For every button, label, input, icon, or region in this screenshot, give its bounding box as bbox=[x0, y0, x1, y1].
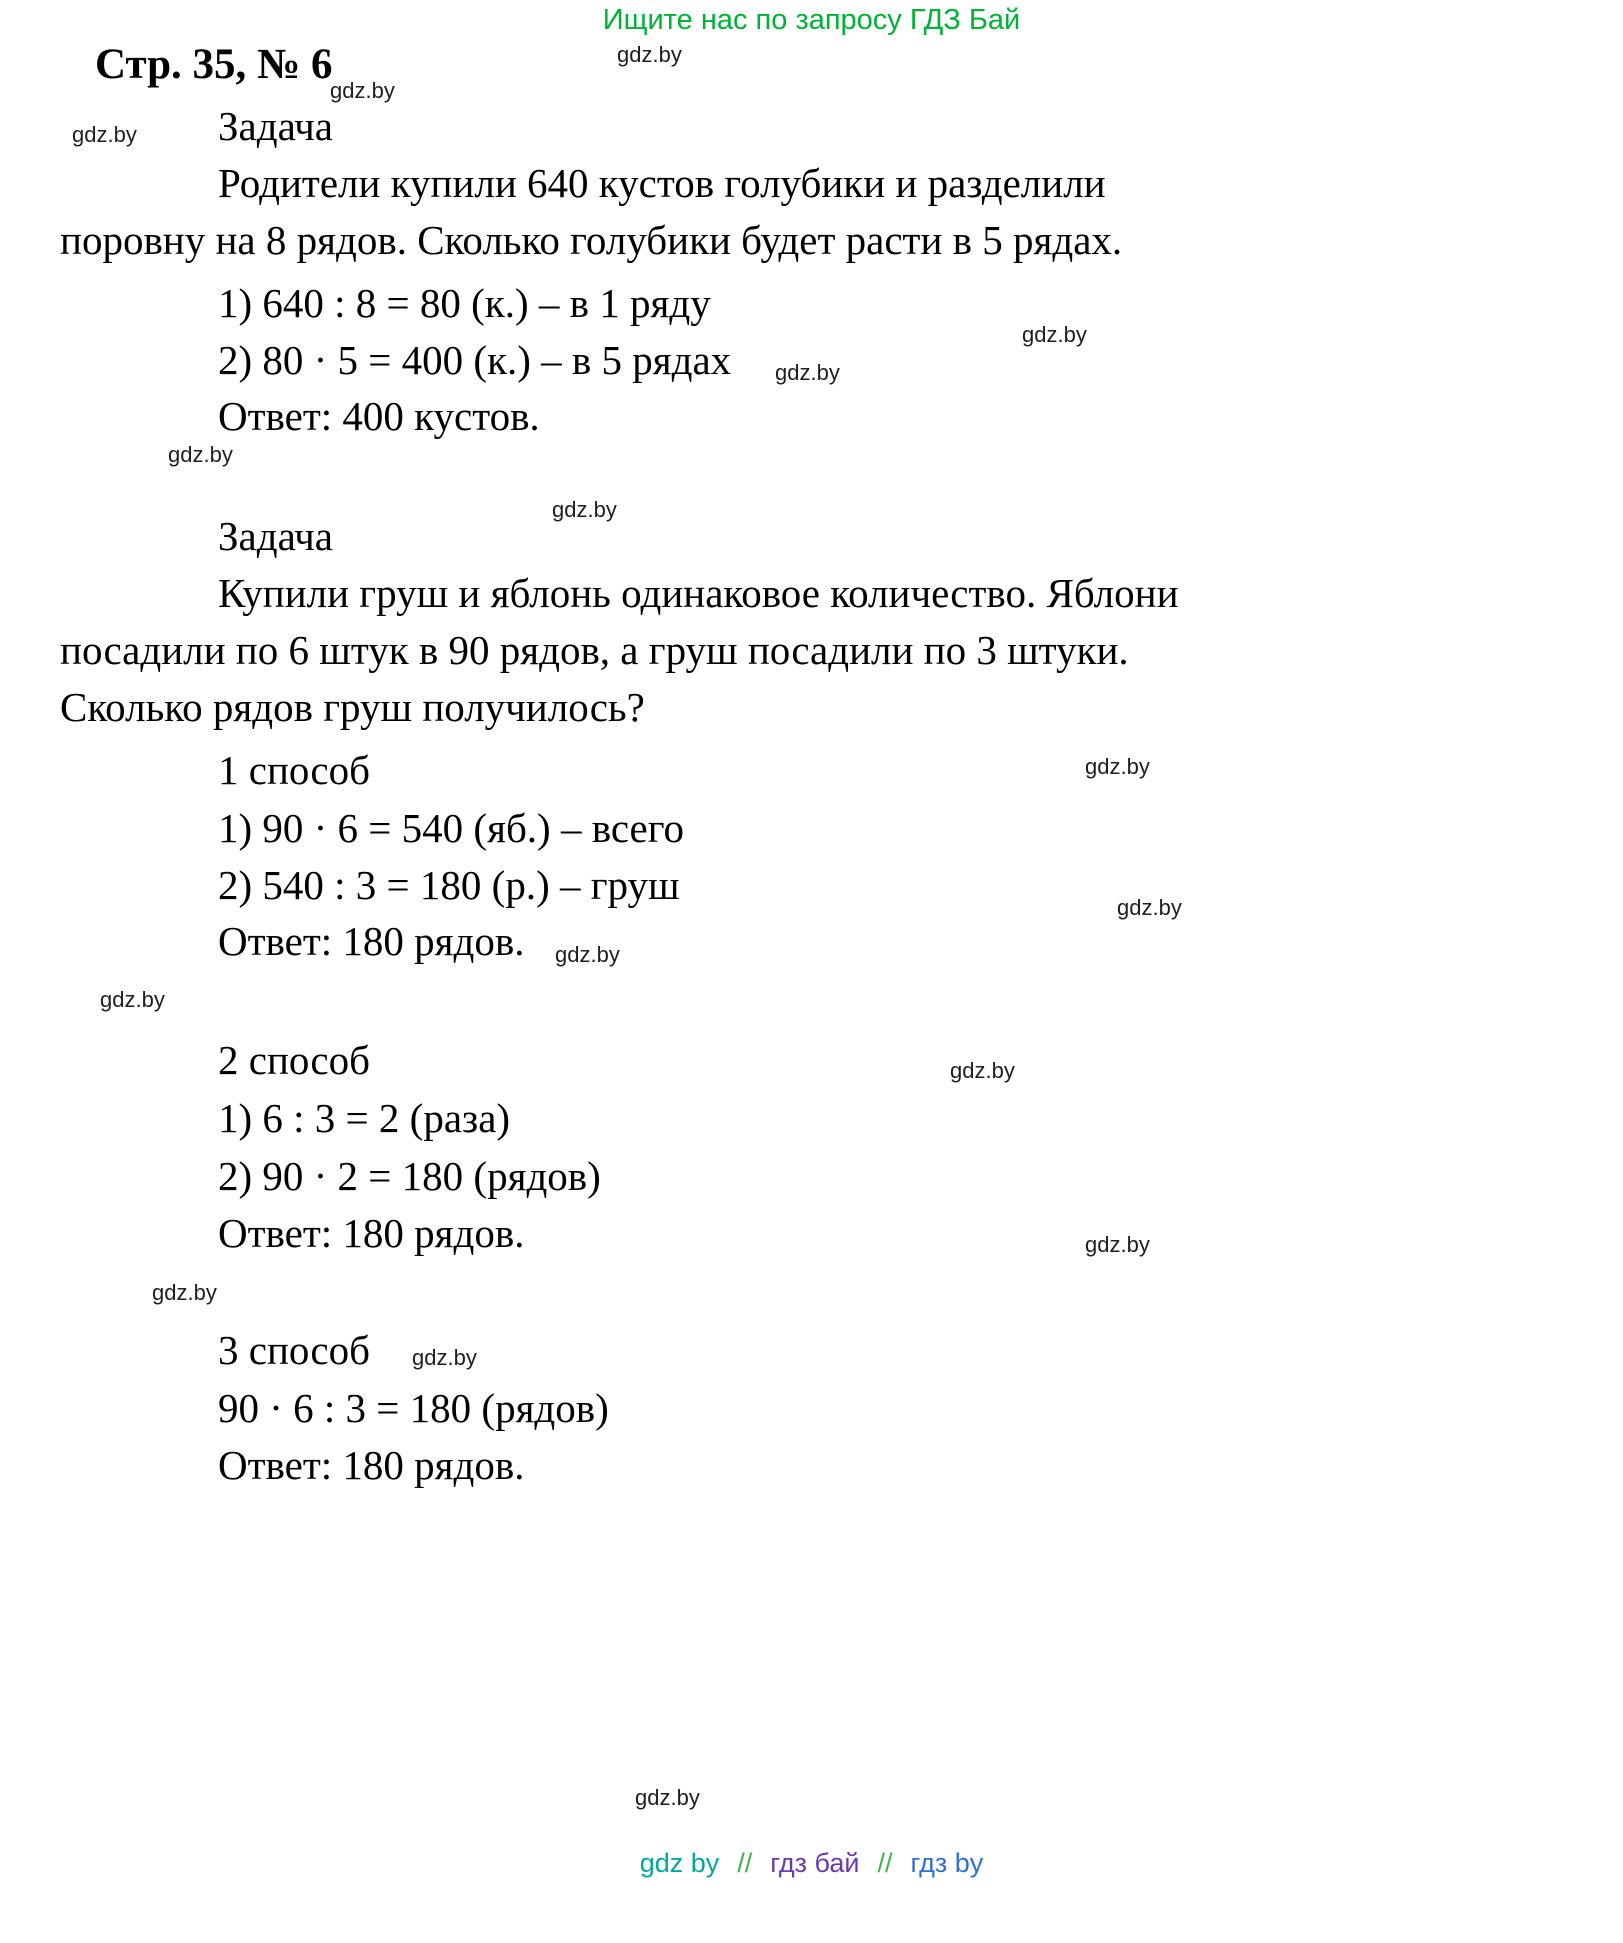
method2-step: 2) 90 · 2 = 180 (рядов) bbox=[218, 1153, 601, 1199]
method1-step: 2) 540 : 3 = 180 (р.) – груш bbox=[218, 862, 680, 908]
watermark-gdzby: gdz.by bbox=[72, 122, 137, 147]
watermark-gdzby: gdz.by bbox=[617, 42, 682, 67]
promo-banner: Ищите нас по запросу ГДЗ Бай bbox=[602, 4, 1021, 36]
method1-answer: Ответ: 180 рядов. bbox=[218, 918, 525, 964]
task2-heading: Задача bbox=[218, 513, 333, 559]
watermark-gdzby: gdz.by bbox=[100, 987, 165, 1012]
watermark-gdzby: gdz.by bbox=[635, 1785, 700, 1810]
footer-brand-mixed: гдз by bbox=[910, 1848, 984, 1878]
method3-heading: 3 способ bbox=[218, 1327, 370, 1373]
task2-text-line: посадили по 6 штук в 90 рядов, а груш посадили по 3 штуки. bbox=[60, 627, 1129, 673]
watermark-gdzby: gdz.by bbox=[775, 360, 840, 385]
watermark-gdzby: gdz.by bbox=[1085, 1232, 1150, 1257]
watermark-gdzby: gdz.by bbox=[152, 1280, 217, 1305]
task1-step: 1) 640 : 8 = 80 (к.) – в 1 ряду bbox=[218, 280, 711, 326]
footer-brand-cyrillic: гдз бай bbox=[770, 1848, 860, 1878]
footer-brand-latin: gdz by bbox=[639, 1848, 720, 1878]
watermark-gdzby: gdz.by bbox=[1117, 895, 1182, 920]
method2-answer: Ответ: 180 рядов. bbox=[218, 1210, 525, 1256]
task1-text-line: Родители купили 640 кустов голубики и разделили bbox=[218, 160, 1106, 206]
method3-answer: Ответ: 180 рядов. bbox=[218, 1442, 525, 1488]
method2-heading: 2 способ bbox=[218, 1037, 370, 1083]
method2-step: 1) 6 : 3 = 2 (раза) bbox=[218, 1095, 511, 1141]
task1-text-line: поровну на 8 рядов. Сколько голубики будет расти в 5 рядах. bbox=[60, 217, 1123, 263]
method3-step: 90 · 6 : 3 = 180 (рядов) bbox=[218, 1385, 609, 1431]
method1-step: 1) 90 · 6 = 540 (яб.) – всего bbox=[218, 805, 685, 851]
method1-heading: 1 способ bbox=[218, 747, 370, 793]
footer bbox=[0, 1848, 1623, 1879]
task1-answer: Ответ: 400 кустов. bbox=[218, 393, 540, 439]
watermark-gdzby: gdz.by bbox=[1022, 322, 1087, 347]
watermark-gdzby: gdz.by bbox=[950, 1058, 1015, 1083]
watermark-gdzby: gdz.by bbox=[330, 78, 395, 103]
watermark-gdzby: gdz.by bbox=[555, 942, 620, 967]
task1-step: 2) 80 · 5 = 400 (к.) – в 5 рядах bbox=[218, 337, 732, 383]
watermark-gdzby: gdz.by bbox=[552, 497, 617, 522]
page-title: Стр. 35, № 6 bbox=[95, 41, 333, 88]
watermark-gdzby: gdz.by bbox=[168, 442, 233, 467]
watermark-gdzby: gdz.by bbox=[1085, 754, 1150, 779]
task1-heading: Задача bbox=[218, 103, 333, 149]
footer-separator: // bbox=[737, 1848, 753, 1878]
footer-separator: // bbox=[877, 1848, 893, 1878]
watermark-gdzby: gdz.by bbox=[412, 1345, 477, 1370]
task2-text-line: Купили груш и яблонь одинаковое количество. Яблони bbox=[218, 570, 1179, 616]
task2-text-line: Сколько рядов груш получилось? bbox=[60, 684, 645, 730]
